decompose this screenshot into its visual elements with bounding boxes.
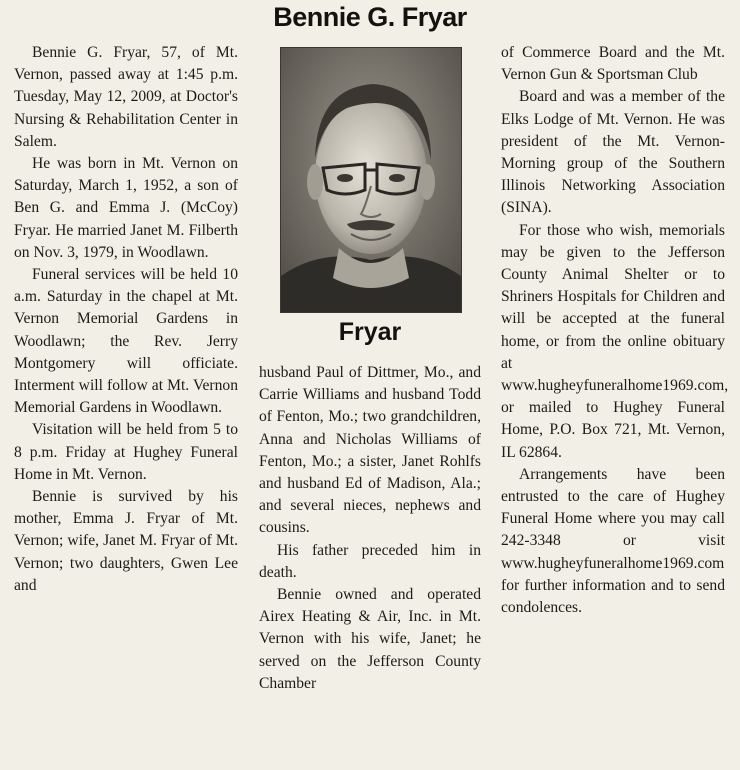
paragraph: Visitation will be held from 5 to 8 p.m. Friday at Hughey Funeral Home in Mt. Vernon. xyxy=(14,421,238,483)
paragraph: Funeral services will be held 10 a.m. Saturday in the chapel at Mt. Vernon Memorial Gardens in Woodlawn; the Rev. Jerry Montgomery will officiate. Interment will follow at Mt. Vernon Memorial Gardens in Woodlawn. xyxy=(14,266,238,417)
text-column-1 xyxy=(14,42,238,597)
paragraph: Bennie is survived by his mother, Emma J. Fryar of Mt. Vernon; wife, Janet M. Fryar of Mt. Vernon; two daughters, Gwen Lee and xyxy=(14,488,238,594)
paragraph: His father preceded him in death. xyxy=(259,541,481,581)
text-column-3 xyxy=(501,42,729,619)
text-column-2 xyxy=(259,362,481,695)
paragraph: of Commerce Board and the Mt. Vernon Gun & Sportsman Club xyxy=(501,44,725,84)
portrait-photo-icon xyxy=(280,47,462,313)
paragraph: husband Paul of Dittmer, Mo., and Carrie Williams and husband Todd of Fenton, Mo.; two grandchildren, Anna and Nicholas Williams of Fenton, Mo.; a sister, Janet Rohlfs and husband Ed of Madison, Ala.; and several nieces, nephews and cousins. xyxy=(259,364,481,537)
paragraph: Arrangements have been entrusted to the care of Hughey Funeral Home where you may call 242-3348 or visit www.hugheyfuneralhome1969.com for further information and to send condolences. xyxy=(501,465,725,617)
paragraph: He was born in Mt. Vernon on Saturday, March 1, 1952, a son of Ben G. and Emma J. (McCoy) Fryar. He married Janet M. Filberth on Nov. 3, 1979, in Woodlawn. xyxy=(14,155,238,261)
paragraph: Bennie owned and operated Airex Heating & Air, Inc. in Mt. Vernon with his wife, Janet; he served on the Jefferson County Chamber xyxy=(259,586,481,692)
paragraph: Board and was a member of the Elks Lodge of Mt. Vernon. He was president of the Mt. Vernon-Morning group of the Southern Illinois Networking Association (SINA). xyxy=(501,88,725,217)
paragraph: For those who wish, memorials may be given to the Jefferson County Animal Shelter or to Shriners Hospitals for Children and will be accepted at the funeral home, or from the online obituary at www.hugheyfuneralhome1969.com, or mailed to Hughey Funeral Home, P.O. Box 721, Mt. Vernon, IL 62864. xyxy=(501,221,729,461)
obituary-headline: Bennie G. Fryar xyxy=(273,2,467,32)
portrait-photo-icon xyxy=(281,48,461,312)
photo-caption: Fryar xyxy=(338,318,402,346)
paragraph: Bennie G. Fryar, 57, of Mt. Vernon, passed away at 1:45 p.m. Tuesday, May 12, 2009, at Doctor's Nursing & Rehabilitation Center in Salem. xyxy=(14,44,238,150)
